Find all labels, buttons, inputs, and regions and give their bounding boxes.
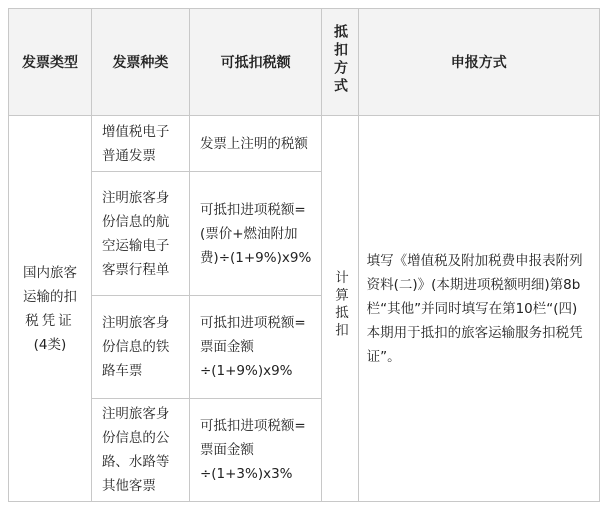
invoice-kind-cell: 增值税电子普通发票 [91,116,189,172]
header-invoice-kind: 发票种类 [91,9,189,116]
invoice-kind-cell: 注明旅客身份信息的航空运输电子客票行程单 [91,172,189,296]
deductible-amount-cell: 可抵扣进项税额=票面金额÷(1+9%)x9% [189,296,321,399]
category-line: (4类) [33,336,67,353]
table-row [9,116,600,172]
category-line: 运输的扣 [22,288,77,305]
header-deduction-method [322,9,358,116]
deduction-method-text: 计算抵扣 [331,269,348,340]
invoice-kind-cell: 注明旅客身份信息的铁路车票 [91,296,189,399]
header-invoice-type: 发票类型 [9,9,92,116]
deductible-amount-cell: 可抵扣进项税额=(票价+燃油附加费)÷(1+9%)x9% [189,172,321,296]
header-deduction-method-text: 抵扣方式 [331,24,348,96]
header-deductible-amount: 可抵扣税额 [189,9,321,116]
category-line: 国内旅客 [22,264,77,281]
category-line: 税凭证 [25,312,75,329]
invoice-category-cell [9,116,92,502]
deduction-method-cell [322,116,358,502]
declaration-method-cell: 填写《增值税及附加税费申报表附列资料(二)》(本期进项税额明细)第8b栏“其他”并同时填写在第10栏“(四)本期用于抵扣的旅客运输服务扣税凭证”。 [358,116,599,502]
deduction-table [8,8,600,502]
header-row [9,9,600,116]
header-declaration-method: 申报方式 [358,9,599,116]
invoice-kind-cell: 注明旅客身份信息的公路、水路等其他客票 [91,399,189,502]
deductible-amount-cell: 发票上注明的税额 [189,116,321,172]
deductible-amount-cell: 可抵扣进项税额=票面金额÷(1+3%)x3% [189,399,321,502]
